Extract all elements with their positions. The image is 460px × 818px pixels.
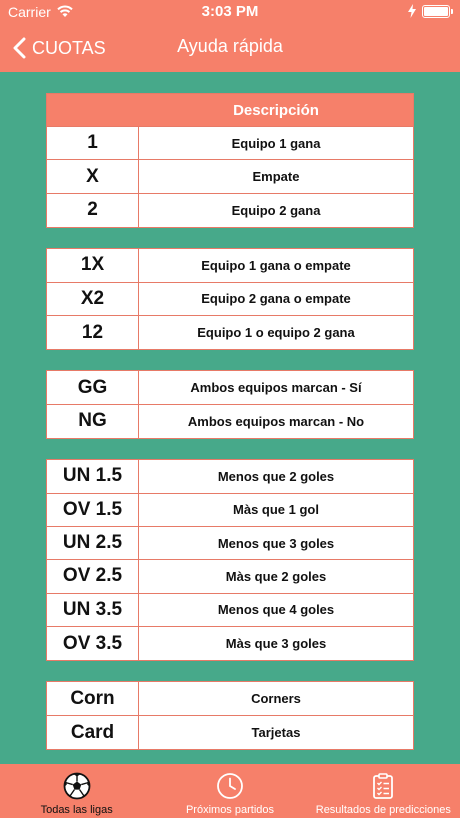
tab-resultados-de-predicciones[interactable] — [307, 764, 460, 818]
bet-description: Menos que 4 goles — [217, 602, 335, 618]
charging-icon — [408, 4, 416, 18]
bet-code: 12 — [47, 316, 139, 349]
bet-code: UN 2.5 — [47, 527, 139, 559]
bet-description: Ambos equipos marcan - No — [187, 413, 365, 429]
bet-code: NG — [47, 405, 139, 438]
tab-todas-las-ligas[interactable] — [0, 764, 153, 818]
navigation-bar — [0, 24, 460, 72]
table-group-corners-cards — [46, 681, 414, 750]
bet-code: 1X — [47, 249, 139, 281]
bet-description: Menos que 2 goles — [217, 468, 335, 484]
bet-code: Card — [47, 716, 139, 749]
carrier-label: Carrier — [8, 4, 51, 20]
bet-description: Màs que 2 goles — [225, 568, 327, 584]
bet-description: Equipo 1 gana — [231, 135, 321, 151]
bet-description: Empate — [252, 169, 300, 185]
bet-code: OV 2.5 — [47, 560, 139, 592]
tab-proximos-partidos[interactable] — [153, 764, 306, 818]
table-row — [47, 527, 413, 560]
table-group-outcomes — [46, 93, 414, 228]
page-title — [0, 36, 460, 57]
bet-description: Màs que 1 gol — [233, 502, 319, 518]
page-title-text: Ayuda rápida — [177, 36, 283, 56]
status-time: 3:03 PM — [201, 3, 259, 20]
bet-description: Equipo 1 o equipo 2 gana — [197, 325, 355, 341]
tab-label: Próximos partidos — [185, 804, 275, 816]
table-group-over-under — [46, 459, 414, 661]
bet-description: Tarjetas — [251, 725, 301, 741]
table-group-double-chance — [46, 248, 414, 350]
table-row — [47, 494, 413, 527]
bet-code: UN 3.5 — [47, 594, 139, 626]
help-tables — [46, 93, 414, 770]
table-row — [47, 127, 413, 160]
soccer-ball-icon — [63, 772, 91, 800]
back-button-label: CUOTAS — [32, 37, 106, 58]
table-row — [47, 405, 413, 438]
table-row — [47, 716, 413, 749]
bet-description: Ambos equipos marcan - Sí — [190, 380, 362, 396]
bet-code: OV 3.5 — [47, 627, 139, 660]
table-row — [47, 316, 413, 349]
table-row — [47, 160, 413, 193]
table-row — [47, 371, 413, 404]
tab-bar — [0, 764, 460, 818]
clipboard-icon — [369, 772, 397, 800]
table-group-both-teams-score — [46, 370, 414, 439]
table-row — [47, 194, 413, 227]
table-header — [47, 94, 413, 127]
bet-code: X2 — [47, 283, 139, 315]
battery-icon — [422, 5, 450, 18]
status-bar — [0, 0, 460, 24]
tab-label: Resultados de predicciones — [315, 804, 451, 816]
clock-icon — [216, 772, 244, 800]
bet-description: Equipo 1 gana o empate — [201, 257, 351, 273]
tab-label: Todas las ligas — [40, 804, 113, 816]
bet-code: 1 — [47, 127, 139, 159]
bet-description: Corners — [251, 691, 301, 707]
bet-code: X — [47, 160, 139, 192]
bet-code: UN 1.5 — [47, 460, 139, 492]
table-row — [47, 594, 413, 627]
table-header-code — [47, 94, 139, 126]
bet-description: Menos que 3 goles — [217, 535, 335, 551]
table-row — [47, 460, 413, 493]
bet-code: Corn — [47, 682, 139, 714]
bet-code: 2 — [47, 194, 139, 227]
bet-code: GG — [47, 371, 139, 403]
bet-description: Màs que 3 goles — [225, 636, 327, 652]
bet-code: OV 1.5 — [47, 494, 139, 526]
bet-description: Equipo 2 gana — [231, 202, 321, 218]
table-row — [47, 249, 413, 282]
table-row — [47, 682, 413, 715]
table-row — [47, 627, 413, 660]
bet-description: Equipo 2 gana o empate — [201, 291, 351, 307]
table-row — [47, 283, 413, 316]
table-row — [47, 560, 413, 593]
table-header-description: Descripción — [233, 101, 319, 119]
